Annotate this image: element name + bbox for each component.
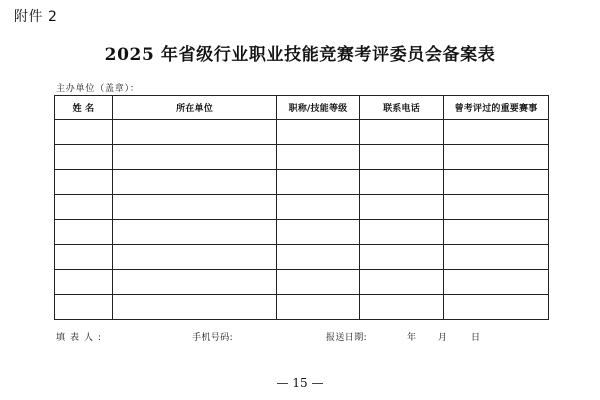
- table-cell: [360, 145, 444, 170]
- table-row: [55, 220, 549, 245]
- page-number: — 15 —: [276, 376, 324, 390]
- year-label: 年: [407, 333, 417, 343]
- table-row: [55, 120, 549, 145]
- table-cell: [113, 220, 277, 245]
- table-cell: [360, 220, 444, 245]
- table-cell: [277, 295, 360, 320]
- table-cell: [55, 145, 113, 170]
- table-header-row: [55, 96, 549, 120]
- table-cell: [444, 295, 549, 320]
- table-cell: [444, 170, 549, 195]
- submission-date-label: 报送日期:: [326, 333, 368, 343]
- table-cell: [55, 270, 113, 295]
- table-cell: [113, 270, 277, 295]
- table-cell: [360, 295, 444, 320]
- table-cell: [113, 295, 277, 320]
- column-header-name: 姓 名: [55, 96, 113, 120]
- table-cell: [55, 220, 113, 245]
- column-header-phone: 联系电话: [360, 96, 444, 120]
- table-cell: [55, 195, 113, 220]
- table-cell: [277, 170, 360, 195]
- table-row: [55, 270, 549, 295]
- table-cell: [444, 120, 549, 145]
- table-cell: [55, 120, 113, 145]
- table-row: [55, 245, 549, 270]
- filler-label: 填表人:: [56, 333, 107, 343]
- table-cell: [360, 170, 444, 195]
- table-cell: [277, 220, 360, 245]
- table-cell: [113, 145, 277, 170]
- table-cell: [360, 270, 444, 295]
- table-cell: [444, 195, 549, 220]
- table-row: [55, 170, 549, 195]
- table-row: [55, 145, 549, 170]
- table-cell: [113, 245, 277, 270]
- table-cell: [55, 295, 113, 320]
- column-header-unit: 所在单位: [113, 96, 277, 120]
- table-cell: [113, 170, 277, 195]
- day-label: 日: [471, 333, 481, 343]
- table-cell: [444, 245, 549, 270]
- organizer-label: 主办单位（盖章）：: [56, 84, 140, 94]
- column-header-title-level: 职称/技能等级: [277, 96, 360, 120]
- table-row: [55, 295, 549, 320]
- table-cell: [444, 270, 549, 295]
- table-cell: [113, 120, 277, 145]
- document-title: 2025 年省级行业职业技能竞赛考评委员会备案表: [104, 45, 496, 65]
- table-cell: [55, 170, 113, 195]
- mobile-number-label: 手机号码:: [192, 333, 234, 343]
- table-cell: [360, 120, 444, 145]
- table-cell: [444, 220, 549, 245]
- table-cell: [113, 195, 277, 220]
- month-label: 月: [438, 333, 448, 343]
- column-header-major-events: 曾考评过的重要赛事: [444, 96, 549, 120]
- table-cell: [444, 145, 549, 170]
- attachment-label: 附件 2: [14, 9, 58, 25]
- table-cell: [277, 120, 360, 145]
- table-cell: [277, 195, 360, 220]
- table-cell: [277, 245, 360, 270]
- table-cell: [277, 270, 360, 295]
- table-cell: [360, 195, 444, 220]
- table-cell: [277, 145, 360, 170]
- table-cell: [360, 245, 444, 270]
- table-cell: [55, 245, 113, 270]
- registration-table: [54, 95, 549, 320]
- table-row: [55, 195, 549, 220]
